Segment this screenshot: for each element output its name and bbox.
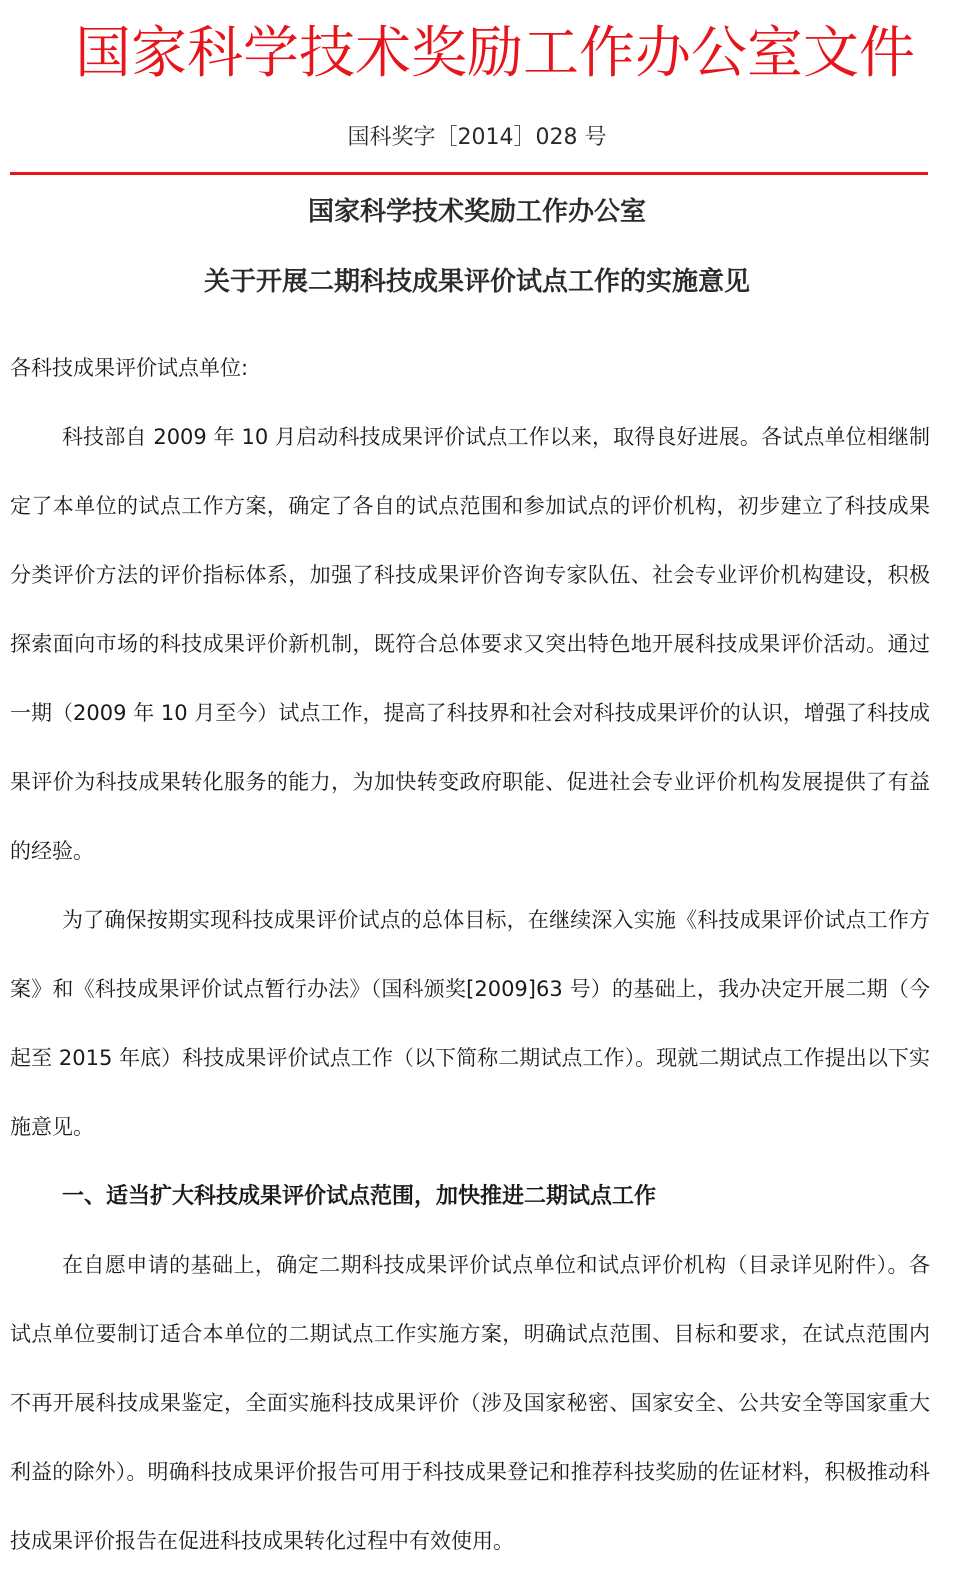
body-paragraph: 为了确保按期实现科技成果评价试点的总体目标，在继续深入实施《科技成果评价试点工作方案》和《科技成果评价试点暂行办法》（国科颁奖[2009]63 号）的基础上，我办决定开展二期（今起至 2015 年底）科技成果评价试点工作（以下简称二期试点工作）。现就二期试点工作提出以下实施意见。 bbox=[10, 908, 930, 1139]
document-header bbox=[0, 18, 954, 90]
issuer-title: 国家科学技术奖励工作办公室文件 bbox=[75, 21, 915, 86]
body-paragraph: 在自愿申请的基础上，确定二期科技成果评价试点单位和试点评价机构（目录详见附件）。各试点单位要制订适合本单位的二期试点工作实施方案，明确试点范围、目标和要求，在试点范围内不再开展科技成果鉴定，全面实施科技成果评价（涉及国家秘密、国家安全、公共安全等国家重大利益的除外）。明确科技成果评价报告可用于科技成果登记和推荐科技奖励的佐证材料，积极推动科技成果评价报告在促进科技成果转化过程中有效使用。 bbox=[10, 1253, 930, 1553]
document-body bbox=[10, 334, 930, 1576]
salutation: 各科技成果评价试点单位: bbox=[10, 356, 249, 380]
document-number: 国科奖字［2014］028 号 bbox=[347, 125, 607, 150]
section-heading: 一、适当扩大科技成果评价试点范围，加快推进二期试点工作 bbox=[62, 1184, 657, 1209]
body-paragraph: 科技部自 2009 年 10 月启动科技成果评价试点工作以来，取得良好进展。各试点单位相继制定了本单位的试点工作方案，确定了各自的试点范围和参加试点的评价机构，初步建立了科技成果分类评价方法的评价指标体系，加强了科技成果评价咨询专家队伍、社会专业评价机构建设，积极探索面向市场的科技成果评价新机制，既符合总体要求又突出特色地开展科技成果评价活动。通过一期（2009 年 10 月至今）试点工作，提高了科技界和社会对科技成果评价的认识，增强了科技成果评价为科技成果转化服务的能力，为加快转变政府职能、促进社会专业评价机构发展提供了有益的经验。 bbox=[10, 425, 930, 863]
document-title-issuer: 国家科学技术奖励工作办公室 bbox=[307, 197, 646, 227]
document-title-subject: 关于开展二期科技成果评价试点工作的实施意见 bbox=[203, 267, 750, 297]
red-divider bbox=[10, 172, 928, 175]
